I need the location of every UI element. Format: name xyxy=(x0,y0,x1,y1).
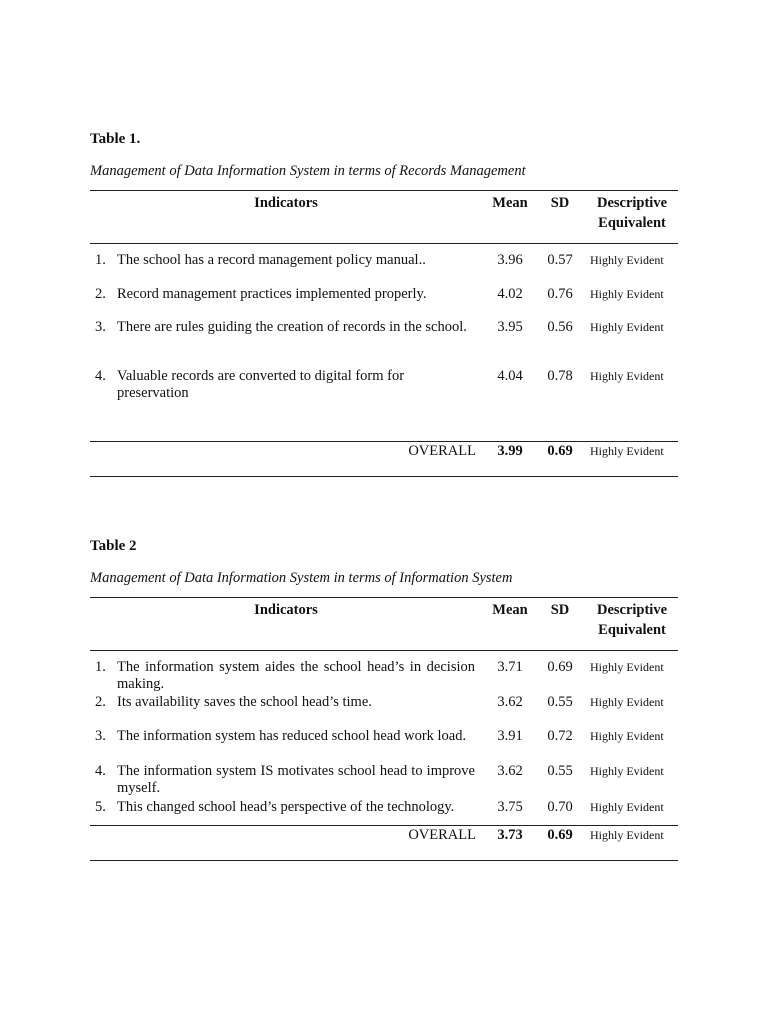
row-descriptive: Highly Evident xyxy=(590,287,664,301)
row-mean: 3.62 xyxy=(497,763,523,779)
table-label: Table 2 xyxy=(90,538,137,554)
row-number: 4. xyxy=(95,763,106,779)
header-mean: Mean xyxy=(492,195,528,211)
row-number: 1. xyxy=(95,659,106,675)
table-row xyxy=(90,319,678,368)
row-descriptive: Highly Evident xyxy=(590,729,664,743)
overall-row xyxy=(90,441,678,477)
table-title: Management of Data Information System in terms of Records Management xyxy=(90,163,526,179)
table-header xyxy=(90,598,678,651)
row-descriptive: Highly Evident xyxy=(590,660,664,674)
header-descriptive-equivalent xyxy=(586,193,678,233)
header-sd: SD xyxy=(550,602,570,618)
row-indicator: Record management practices implemented properly. xyxy=(117,286,427,302)
header-descriptive-equivalent xyxy=(586,600,678,640)
table-label: Table 1. xyxy=(90,131,141,147)
overall-label: OVERALL xyxy=(408,827,476,843)
row-number: 2. xyxy=(95,286,106,302)
row-mean: 3.96 xyxy=(497,252,523,268)
row-sd: 0.56 xyxy=(547,319,573,335)
row-mean: 4.02 xyxy=(497,286,523,302)
row-number: 3. xyxy=(95,728,106,744)
row-sd: 0.76 xyxy=(547,286,573,302)
row-indicator: There are rules guiding the creation of records in the school. xyxy=(117,319,467,335)
table-row xyxy=(90,694,678,728)
row-number: 3. xyxy=(95,319,106,335)
table-2-block xyxy=(90,535,678,861)
row-sd: 0.55 xyxy=(547,763,573,779)
row-mean: 3.91 xyxy=(497,728,523,744)
row-mean: 4.04 xyxy=(497,368,523,384)
header-desc-line2: Equivalent xyxy=(598,622,666,638)
table-1-block xyxy=(90,128,678,477)
table-title: Management of Data Information System in terms of Information System xyxy=(90,570,513,586)
header-indicators: Indicators xyxy=(254,195,318,211)
row-mean: 3.75 xyxy=(497,799,523,815)
data-table xyxy=(90,190,678,477)
table-row xyxy=(90,763,678,799)
row-indicator: The school has a record management policy manual.. xyxy=(117,252,426,268)
header-desc-line1: Descriptive xyxy=(596,602,668,618)
row-number: 4. xyxy=(95,368,106,384)
overall-sd: 0.69 xyxy=(547,443,573,459)
overall-descriptive: Highly Evident xyxy=(590,444,664,458)
row-descriptive: Highly Evident xyxy=(590,764,664,778)
row-indicator: The information system aides the school head’s in decision making. xyxy=(117,659,475,692)
row-sd: 0.78 xyxy=(547,368,573,384)
table-header xyxy=(90,191,678,244)
row-indicator: This changed school head’s perspective of the technology. xyxy=(117,799,455,815)
table-row xyxy=(90,252,678,286)
table-row xyxy=(90,368,678,441)
header-sd: SD xyxy=(550,195,570,211)
row-sd: 0.69 xyxy=(547,659,573,675)
row-sd: 0.55 xyxy=(547,694,573,710)
header-indicators: Indicators xyxy=(254,602,318,618)
row-mean: 3.71 xyxy=(497,659,523,675)
overall-row xyxy=(90,825,678,861)
row-mean: 3.95 xyxy=(497,319,523,335)
row-indicator: Valuable records are converted to digital form for preservation xyxy=(117,368,405,401)
overall-descriptive: Highly Evident xyxy=(590,828,664,842)
table-row xyxy=(90,286,678,319)
overall-label: OVERALL xyxy=(408,443,476,459)
row-descriptive: Highly Evident xyxy=(590,320,664,334)
row-indicator: Its availability saves the school head’s time. xyxy=(117,694,372,710)
overall-mean: 3.99 xyxy=(497,443,523,459)
overall-sd: 0.69 xyxy=(547,827,573,843)
header-desc-line2: Equivalent xyxy=(598,215,666,231)
overall-mean: 3.73 xyxy=(497,827,523,843)
row-indicator: The information system IS motivates school head to improve myself. xyxy=(117,763,475,796)
row-sd: 0.57 xyxy=(547,252,573,268)
row-number: 2. xyxy=(95,694,106,710)
row-descriptive: Highly Evident xyxy=(590,695,664,709)
data-table xyxy=(90,597,678,861)
table-row xyxy=(90,728,678,763)
row-sd: 0.70 xyxy=(547,799,573,815)
row-descriptive: Highly Evident xyxy=(590,369,664,383)
header-mean: Mean xyxy=(492,602,528,618)
row-descriptive: Highly Evident xyxy=(590,800,664,814)
row-sd: 0.72 xyxy=(547,728,573,744)
row-descriptive: Highly Evident xyxy=(590,253,664,267)
row-number: 1. xyxy=(95,252,106,268)
table-row xyxy=(90,659,678,694)
row-mean: 3.62 xyxy=(497,694,523,710)
row-indicator: The information system has reduced school head work load. xyxy=(117,728,467,744)
table-row xyxy=(90,799,678,825)
header-desc-line1: Descriptive xyxy=(596,195,668,211)
row-number: 5. xyxy=(95,799,106,815)
